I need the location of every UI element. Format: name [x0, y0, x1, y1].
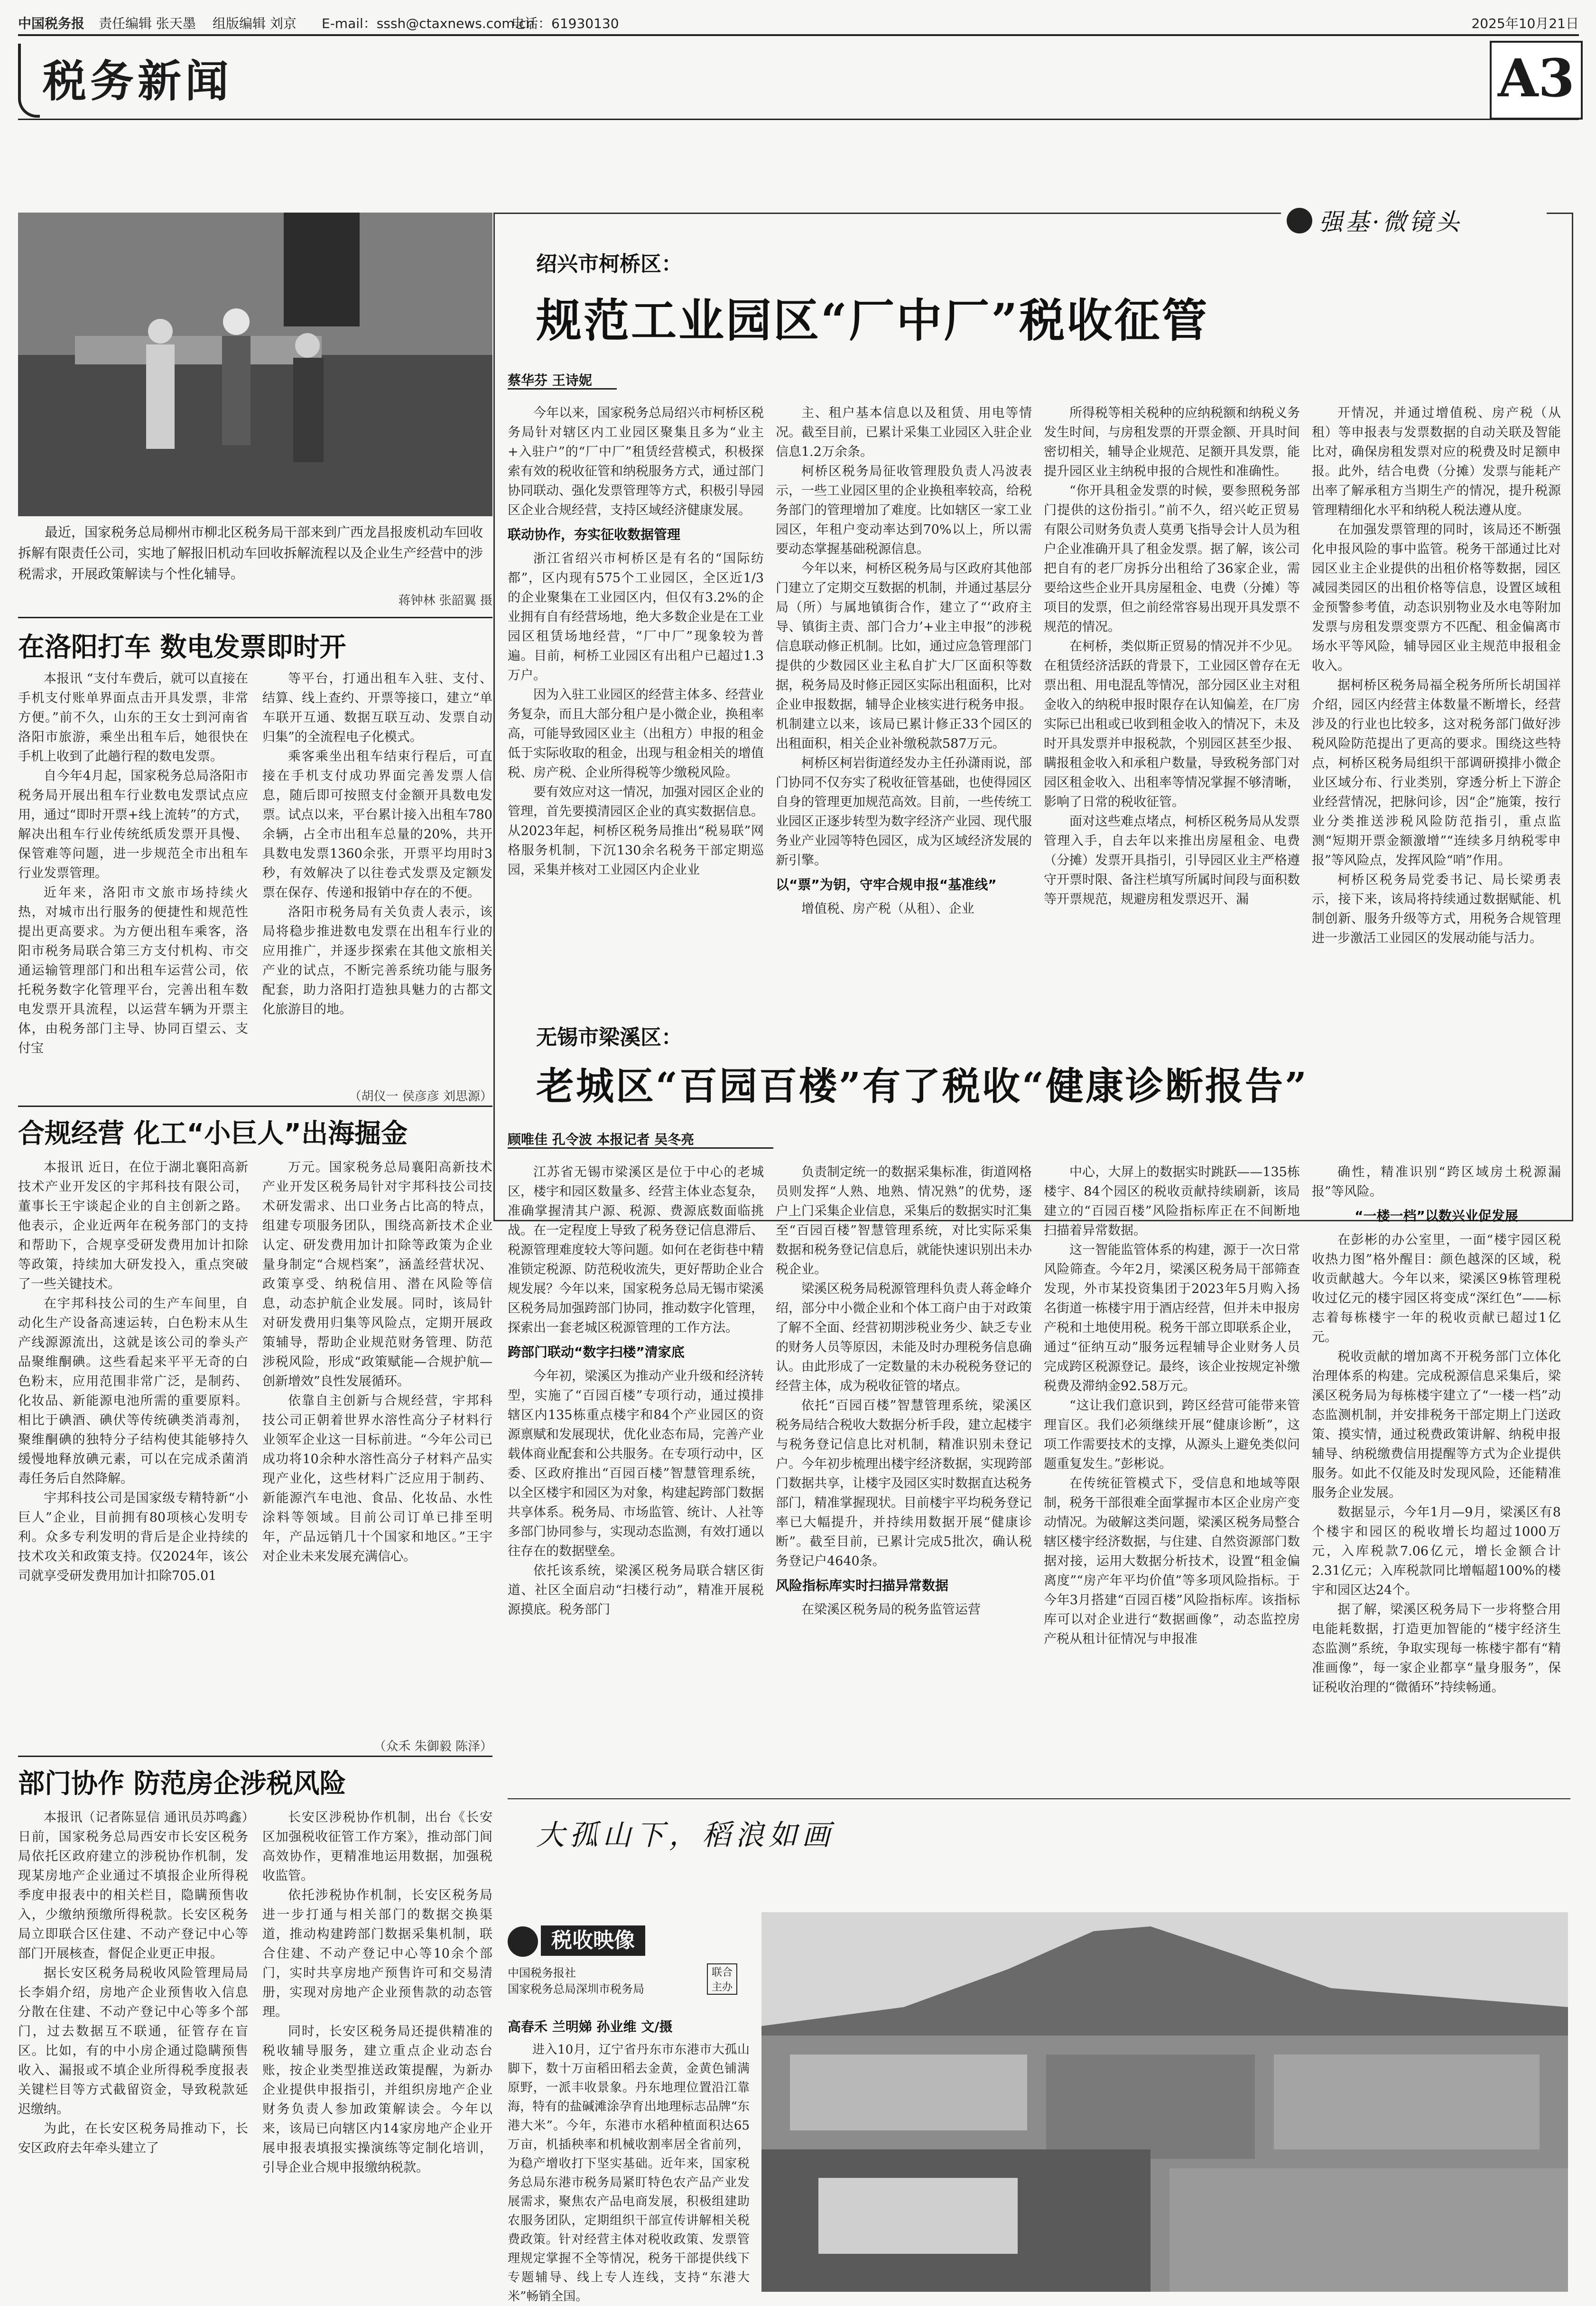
story1-col1: [18, 669, 248, 1058]
page-number: A3: [1490, 41, 1583, 120]
story3-headline: 部门协作 防范房企涉税风险: [18, 1768, 346, 1799]
news-photo: [18, 213, 492, 516]
phone: 电话：61930130: [511, 16, 619, 31]
paragraph: 柯桥区税务局党委书记、局长梁勇表示，接下来，该局将持续通过数据赋能、机制创新、服务升级等方式，用税务合规管理进一步激活工业园区的发展动能与活力。: [1312, 873, 1561, 946]
section-title: 税务新闻: [43, 56, 233, 107]
mountain-illustration: [761, 1912, 1568, 2292]
photo-illustration: [18, 213, 492, 516]
paragraph: 江苏省无锡市梁溪区是位于中心的老城区，楼宇和园区数量多、经营主体业态复杂，准确掌握清其户源、税源、费源底数面临挑战。在一定程度上导致了税务登记信息滞后、税源管理难度较大等问题。如何在老街巷中精准锁定税源、防范税收流失，更好帮助企业合规发展？今年以来，国家税务总局无锡市梁溪区税务局加强跨部门协同，推动数字化管理，探索出一套老城区税源管理的工作方法。: [508, 1165, 764, 1335]
story3-col2: [262, 1808, 492, 2177]
paragraph: 近年来，洛阳市文旅市场持续火热，对城市出行服务的便捷性和规范性提出更高要求。为方便出租车乘客，洛阳市税务局联合第三方支付机构、市交通运输管理部门和出租车运营公司，依托税务数字化管理平台，完善出租车数电发票开具流程，以运营车辆为开票主体，由税务部门主导、协同百望云、支付宝: [18, 885, 248, 1056]
divider: [18, 1106, 492, 1107]
paragraph: 在柯桥，类似斯正贸易的情况并不少见。在租赁经济活跃的背景下，工业园区曾存在无票出租、用电混乱等情况，部分园区业主对租金收入的纳税申报时限存在认知偏差，在厂房实际已出租或已收到租金收入的情况下，未及时开具发票并申报税款，个别园区甚至少报、瞒报租金收入和承租户数量，导致税务部门对园区租金收入、出租率等情况掌握不够清晰，影响了日常的税收征管。: [1044, 639, 1300, 809]
landscape-photo: [761, 1912, 1568, 2292]
story2-col1: [18, 1158, 248, 1586]
divider: [18, 1756, 492, 1757]
feature-a-col2: [776, 403, 1032, 919]
paragraph: 所得税等相关税种的应纳税额和纳税义务发生时间，与房租发票的开票金额、开具时间密切相关，辅导企业规范、足额开具发票，能提升园区业主纳税申报的合规性和准确性。: [1044, 406, 1300, 479]
badge-sub1: 中国税务报社: [508, 1966, 576, 1980]
paragraph: 依托“百园百楼”智慧管理系统，梁溪区税务局结合税收大数据分析手段，建立起楼宇与税务登记信息比对机制，精准识别未登记户。今年初步梳理出楼宇经济数据，实现跨部门数据共享，让楼宇及园区实时数据直达税务部门，精准掌握现状。目前楼宇平均税务登记率已大幅提升，并持续用数据开展“健康诊断”。截至目前，已累计完成5批次，确认税务登记户4640条。: [776, 1398, 1032, 1569]
badge-title: 税收映像: [541, 1925, 645, 1956]
email: E-mail：sssh@ctaxnews.com.cn: [322, 16, 535, 31]
paragraph: 长安区涉税协作机制，出台《长安区加强税收征管工作方案》，推动部门间高效协作，更精准地运用数据，加强税收监管。: [262, 1810, 492, 1883]
paragraph: 乘客乘坐出租车结束行程后，可直接在手机支付成功界面完善发票人信息，随后即可按照支付金额开具数电发票。试点以来，平台累计接入出租车780余辆，占全市出租车总量的20%，共开具数电发票1360余张，开票平均用时3秒，有效解决了以往卷式发票及定额发票在保存、传递和报销中存在的不便。: [262, 749, 492, 900]
photo-credit: 高春禾 兰明娣 孙业维 文/摄: [508, 2019, 673, 2035]
paragraph: “这让我们意识到，跨区经营可能带来管理盲区。我们必须继续开展“健康诊断”，这项工作需要技术的支撑，从源头上避免类似问题重复发生。”彭彬说。: [1044, 1398, 1300, 1471]
paragraph: 本报讯（记者陈显信 通讯员苏鸣鑫）日前，国家税务总局西安市长安区税务局依托区政府建立的涉税协作机制，发现某房地产企业通过不填报企业所得税季度申报表中的相关栏目，隐瞒预售收入，少缴纳预缴所得税款。长安区税务局立即联合区住建、不动产登记中心等部门开展核查，督促企业更正申报。: [18, 1810, 248, 1961]
feature-b-headline: 老城区“百园百楼”有了税收“健康诊断报告”: [536, 1064, 1309, 1108]
story2-author: （众禾 朱御毅 陈泽）: [373, 1739, 492, 1754]
photo-text: [508, 2040, 750, 2306]
feature-b-region: 无锡市梁溪区：: [536, 1025, 682, 1050]
paragraph: 宇邦科技公司是国家级专精特新“小巨人”企业，目前拥有80项核心发明专利。众多专利发明的背后是企业持续的技术攻关和政策支持。仅2024年，该公司就享受研发费用加计扣除705.01: [18, 1491, 248, 1583]
paragraph: 开情况，并通过增值税、房产税（从租）等申报表与发票数据的自动关联及智能比对，确保房租发票对应的税费及时足额申报。此外，结合电费（分摊）发票与能耗产出率了解承租方当期生产的情况，提升税源管理精细化水平和纳税人税法遵从度。: [1312, 406, 1561, 518]
feature-a-headline: 规范工业园区“厂中厂”税收征管: [536, 294, 1209, 347]
paragraph: 今年以来，柯桥区税务局与区政府其他部门建立了定期交互数据的机制，并通过基层分局（所）与属地镇街合作，建立了“‘政府主导、镇街主责、部门合力’+业主申报”的涉税信息联动修正机制。比如，通过应急管理部门提供的少数园区业主私自扩大厂区面积等数据，税务局及时修正园区实际出租面积，比对企业申报数据，辅导企业核实进行税务申报。机制建立以来，该局已累计修正33个园区的出租面积，相关企业补缴税款587万元。: [776, 561, 1032, 751]
editor: 责任编辑 张天墨: [99, 16, 196, 31]
byline-rule: [508, 388, 617, 390]
paragraph: 在加强发票管理的同时，该局还不断强化申报风险的事中监管。税务干部通过比对园区业主企业提供的出租价格等数据，园区减园类园区的出租价格等信息，设置区域租金预警参考值，动态识别物业及水电等附加发票与房租发票变票方不匹配、租金偏离市场水平等风险，辅导园区业主规范申报租金收入。: [1312, 522, 1561, 673]
feature-a-col1: [508, 403, 764, 880]
story1-headline: 在洛阳打车 数电发票即时开: [18, 632, 346, 663]
paragraph: “你开具租金发票的时候，要参照税务部门提供的这份指引。”前不久，绍兴屹正贸易有限公司财务负责人莫勇飞指导会计人员为租户企业准确开具了租金发票。据了解，该公司把自有的老厂房拆分出租给了36家企业，需要给这些企业开具房屋租金、电费（分摊）等项目的发票，但之前经常容易出现开具发票不规范的情况。: [1044, 484, 1300, 634]
feature-b-col2: [776, 1162, 1032, 1619]
paragraph: 中心，大屏上的数据实时跳跃——135栋楼宇、84个园区的税收贡献持续刷新，该局建立的“百园百楼”风险指标库正在不间断地扫描着异常数据。: [1044, 1165, 1300, 1238]
top-rule: [18, 34, 1579, 36]
paragraph: 税收贡献的增加离不开税务部门立体化治理体系的构建。完成税源信息采集后，梁溪区税务局为每栋楼宇建立了“一楼一档”动态监测机制，并安排税务干部定期上门送政策、摸实情，通过税费政策讲解、纳税申报辅导、纳税缴费信用提醒等方式为企业提供服务。如此不仅能及时发现风险，还能精准服务企业发展。: [1312, 1349, 1561, 1500]
section-head: 联动协作，夯实征收数据管理: [508, 527, 681, 542]
paragraph: 柯桥区税务局征收管理股负责人冯波表示，一些工业园区里的企业换租率较高，给税务部门的管理增加了难度。比如辖区一家工业园区，年租户变动率达到70%以上，所以需要动态掌握基础税源信息。: [776, 464, 1032, 557]
paragraph: 万元。国家税务总局襄阳高新技术产业开发区税务局针对宇邦科技公司技术研发需求、出口业务占比高的特点，组建专项服务团队，围绕高新技术企业认定、研发费用加计扣除等政策为企业量身制定“合规档案”，涵盖经营状况、政策享受、纳税信用、潜在风险等信息，动态护航企业发展。同时，该局针对研发费用归集等风险点，定期开展政策辅导，帮助企业规范财务管理、防范涉税风险，形成“政策赋能—合规护航—创新增效”良性发展循环。: [262, 1160, 492, 1389]
paragraph: 依托涉税协作机制，长安区税务局进一步打通与相关部门的数据交换渠道，推动构建跨部门数据采集机制，联合住建、不动产登记中心等10余个部门，实时共享房地产预售许可和交易清册，实现对房地产企业预售款的动态管理。: [262, 1888, 492, 2019]
photo-caption: 最近，国家税务总局柳州市柳北区税务局干部来到广西龙昌报废机动车回收拆解有限责任公司，实地了解报旧机动车回收拆解流程以及企业生产经营中的涉税需求，开展政策解读与个性化辅导。: [18, 524, 483, 582]
story1-author: （胡仪一 侯彦彦 刘思源）: [349, 1089, 492, 1104]
paragraph: 在传统征管模式下，受信息和地域等限制，税务干部很难全面掌握市本区企业房产变动情况。为破解这类问题，梁溪区税务局整合辖区楼宇经济数据，与住建、自然资源部门数据对接，运用大数据分析技术，设置“租金偏离度”“房产年平均价值”等多项风险指标。于今年3月搭建“百园百楼”风险指标库。该指标库可以对企业进行“数据画像”，动态监控房产税从租计征情况与申报准: [1044, 1476, 1300, 1646]
paragraph: 在梁溪区税务局的税务监管运营: [801, 1602, 981, 1617]
paragraph: 在宇邦科技公司的生产车间里，自动化生产设备高速运转，白色粉末从生产线源源流出，这就是该公司的拳头产品聚维酮碘。这些看起来平平无奇的白色粉末，应用范围非常广泛，是制药、化妆品、新能源电池所需的重要原料。相比于碘酒、碘伏等传统碘类消毒剂，聚维酮碘的独特分子结构使其能够持久缓慢地释放碘元素，可以在完成杀菌消毒任务后自然降解。: [18, 1296, 248, 1486]
feature-a-region: 绍兴市柯桥区：: [536, 252, 682, 276]
paragraph: 同时，长安区税务局还提供精准的税收辅导服务，建立重点企业动态台账，按企业类型推送政策提醒，为新办企业提供申报指引，并组织房地产企业财务负责人参加政策解读会。今年以来，该局已向辖区内14家房地产企业开展申报表填报实操演练等定制化培训，引导企业合规申报缴纳税款。: [262, 2024, 492, 2175]
feature-b-col3: [1044, 1162, 1300, 1649]
feature-a-col4: [1312, 403, 1561, 948]
paragraph: 依靠自主创新与合规经营，宇邦科技公司正朝着世界水溶性高分子材料行业领军企业这一目标前进。“今年公司已成功将10余种水溶性高分子材料产品实现产业化，这些材料广泛应用于制药、新能源汽车电池、食品、化妆品、水性涂料等领域。目前公司订单已排至明年，产品远销几十个国家和地区。”王宇对企业未来发展充满信心。: [262, 1394, 492, 1564]
paragraph: 因为入驻工业园区的经营主体多、经营业务复杂，而且大部分租户是小微企业，换租率高，可能导致园区业主（出租方）申报的租金低于实际收取的租金，出现与租金相关的增值税、房产税、企业所得税等少缴税风险。: [508, 688, 764, 780]
section-head: 风险指标库实时扫描异常数据: [776, 1578, 949, 1593]
layout-editor: 组版编辑 刘京: [213, 16, 297, 31]
feature-b-byline: 顾唯佳 孔令波 本报记者 吴冬亮: [508, 1132, 695, 1147]
date: 2025年10月21日: [1471, 16, 1579, 31]
photo-credit: 蒋钟林 张韶翼 摄: [398, 594, 492, 608]
photo-banner: 大孤山下，稻浪如画: [536, 1819, 835, 1852]
story1-col2: [262, 669, 492, 1019]
paragraph: 据了解，梁溪区税务局下一步将整合用电能耗数据，打造更加智能的“楼宇经济生态监测”系统，争取实现每一栋楼宇都有“精准画像”，每一家企业都享“量身服务”，保证税收治理的“微循环”持续畅通。: [1312, 1602, 1561, 1695]
divider: [508, 1798, 1570, 1799]
top-bar: [18, 7, 1579, 34]
paragraph: 面对这些难点堵点，柯桥区税务局从发票管理入手，自去年以来推出房屋租金、电费（分摊）发票开具指引，引导园区业主严格遵守开票时限、备注栏填写所属时间段与面积数等开票规范，规避房租发票迟开、漏: [1044, 814, 1300, 907]
badge-block: [508, 1922, 745, 2002]
section-head: 跨部门联动“数字扫楼”清家底: [508, 1344, 685, 1360]
paragraph: 柯桥区柯岩街道经发办主任孙潇雨说，部门协同不仅夯实了税收征管基础，也使得园区自身的管理更加规范高效。目前，一些传统工业园区正逐步转型为数字经济产业园、现代服务业产业园等特色园区，成为区域经济发展的新引擎。: [776, 756, 1032, 868]
paragraph: 要有效应对这一情况，加强对园区企业的管理，首先要摸清园区企业的真实数据信息。从2023年起，柯桥区税务局推出“税易联”网格服务机制，下沉130余名税务干部定期巡园，采集并核对工业园区内企业业: [508, 785, 764, 877]
paragraph: 本报讯 近日，在位于湖北襄阳高新技术产业开发区的宇邦科技有限公司，董事长王宇谈起企业的自主创新之路。他表示，企业近两年在税务部门的支持和帮助下，合规享受研发费用加计扣除等政策，持续加大研发投入，重点突破了一些关键技术。: [18, 1160, 248, 1292]
column-logo-icon: [1287, 208, 1312, 233]
paragraph: 今年以来，国家税务总局绍兴市柯桥区税务局针对辖区内工业园区聚集且多为“业主+入驻户”的“厂中厂”租赁经营模式，积极探索有效的税收征管和纳税服务方式，通过部门协同联动、强化发票管理等方式，积极引导园区企业合规经营，支持区域经济健康发展。: [508, 406, 764, 518]
paragraph: 在彭彬的办公室里，一面“楼宇园区税收热力图”格外醒目：颜色越深的区域，税收贡献越大。今年以来，梁溪区9栋管理税收过亿元的楼宇园区将变成“深红色”——标志着每栋楼宇一年的税收贡献已超过1亿元。: [1312, 1233, 1561, 1345]
divider: [18, 617, 492, 618]
paragraph: 为此，在长安区税务局推动下，长安区政府去年牵头建立了: [18, 2121, 248, 2156]
camera-icon: [508, 1926, 538, 1957]
paragraph: 据柯桥区税务局福全税务所所长胡国祥介绍，园区内经营主体数量不断增长，经营涉及的行业也比较多，这对税务部门做好涉税风险防范提出了更高的要求。围绕这些特点，柯桥区税务局组织干部调研摸排小微企业区域分布、行业类别，穿透分析上下游企业经营情况，把脉问诊，因“企”施策，按行业分类推送涉税风险防范指引，重点监测“短期开票金额激增”“连续多月纳税零申报”等风险点，发挥风险“哨”作用。: [1312, 678, 1561, 868]
paragraph: 自今年4月起，国家税务总局洛阳市税务局开展出租车行业数电发票试点应用，通过“即时开票+线上流转”的方式，解决出租车行业传统纸质发票开具慢、保管难等问题，进一步规范全市出租车行业发票管理。: [18, 769, 248, 881]
paragraph: 这一智能监管体系的构建，源于一次日常风险筛查。今年2月，梁溪区税务局干部筛查发现，外市某投资集团于2023年5月购入扬名街道一栋楼宇用于酒店经营，但并未申报房产税和土地使用税。税务干部立即联系企业，通过“征纳互动”服务远程辅导企业财务人员完成跨区税源登记。最终，该企业按规定补缴税费及滞纳金92.58万元。: [1044, 1243, 1300, 1394]
paragraph: 洛阳市税务局有关负责人表示，该局将稳步推进数电发票在出租车行业的应用推广，并逐步探索在其他文旅相关产业的试点，不断完善系统功能与服务配套，助力洛阳打造独具魅力的古都文化旅游目的地。: [262, 905, 492, 1017]
feature-b-col4: [1312, 1162, 1561, 1697]
byline-rule: [508, 1147, 773, 1149]
badge-sub3: 联合主办: [707, 1963, 737, 1995]
paragraph: 今年初，梁溪区为推动产业升级和经济转型，实施了“百园百楼”专项行动，通过摸排辖区内135栋重点楼宇和84个产业园区的资源禀赋和发展现状，优化业态布局，完善产业载体商业配套和公共服务。在专项行动中，区委、区政府推出“百园百楼”智慧管理系统，以全区楼宇和园区为对象，构建起跨部门数据共享体系。税务局、市场监管、统计、人社等多部门协同参与，实现动态监测，有效打通以往存在的数据壁垒。: [508, 1369, 764, 1559]
paragraph: 本报讯 “支付车费后，就可以直接在手机支付账单界面点击开具发票，非常方便。”前不久，山东的王女士到河南省洛阳市旅游，乘坐出租车后，她很快在手机上收到了此趟行程的数电发票。: [18, 671, 248, 764]
paragraph: 梁溪区税务局税源管理科负责人蒋金峰介绍，部分中小微企业和个体工商户由于对政策了解不全面、经营初期涉税业务少、缺乏专业的财务人员等原因，未能及时办理税务信息确认。由此形成了一定数量的未办税税务登记的经营主体，成为税收征管的堵点。: [776, 1282, 1032, 1394]
paragraph: 进入10月，辽宁省丹东市东港市大孤山脚下，数十万亩稻田稻去金黄，金黄色铺满原野，一派丰收景象。丹东地理位置沿江靠海，特有的盐碱滩涂孕育出地理标志品牌“东港大米”。今年，东港市水稻种植面积达65万亩，机插秧率和机械收割率居全省前列，为稳产增收打下坚实基础。近年来，国家税务总局东港市税务局紧盯特色农产品产业发展需求，聚焦农产品电商发展，积极组建助农服务团队，定期组织干部宣传讲解相关税费政策。针对经营主体对税收政策、发票管理规定掌握不全等情况，税务干部提供线下专题辅导、线上专人连线，支持“东港大米”畅销全国。: [508, 2043, 750, 2304]
column-name: 强基·微镜头: [1319, 208, 1462, 236]
story2-headline: 合规经营 化工“小巨人”出海掘金: [18, 1118, 408, 1149]
paper-name: 中国税务报: [18, 16, 85, 31]
feature-b-col1: [508, 1162, 764, 1619]
paragraph: 负责制定统一的数据采集标准，街道网格员则发挥“人熟、地熟、情况熟”的优势，逐户上门采集企业信息，采集后的数据实时汇集至“百园百楼”智慧管理系统，对比实际采集数据和税务登记信息后，就能快速识别出未办税企业。: [776, 1165, 1032, 1277]
paragraph: 增值税、房产税（从租）、企业: [801, 902, 974, 916]
story2-col2: [262, 1158, 492, 1566]
section-head: “一楼一档”以数兴业促发展: [1355, 1208, 1518, 1224]
paragraph: 数据显示，今年1月—9月，梁溪区有8个楼宇和园区的税收增长均超过1000万元，入库税款7.06亿元，增长金额合计2.31亿元；入库税款同比增幅超100%的楼宇和园区达24个。: [1312, 1505, 1561, 1598]
paragraph: 确性，精准识别“跨区域房土税源漏报”等风险。: [1312, 1165, 1561, 1199]
paragraph: 据长安区税务局税收风险管理局局长李娟介绍，房地产企业预售收入信息分散在住建、不动产登记中心等多个部门，过去数据互不联通，征管存在盲区。比如，有的中小房企通过隐瞒预售收入、漏报或不填企业所得税季度报表关键栏目等方式截留资金，导致税款延迟缴纳。: [18, 1966, 248, 2117]
story3-col1: [18, 1808, 248, 2158]
paragraph: 浙江省绍兴市柯桥区是有名的“国际纺都”，区内现有575个工业园区，全区近1/3的企业聚集在工业园区内，但仅有3.2%的企业拥有自有经营场地，绝大多数企业是在工业园区租赁场地经营，“厂中厂”现象较为普遍。目前，柯桥工业园区有出租户已超过1.3万户。: [508, 551, 764, 683]
paragraph: 依托该系统，梁溪区税务局联合辖区街道、社区全面启动“扫楼行动”，精准开展税源摸底。税务部门: [508, 1563, 764, 1617]
paragraph: 等平台，打通出租车入驻、支付、结算、线上查约、开票等接口，建立“单车联开互通、数据互联互动、发票自动归集”的全流程电子化模式。: [262, 671, 492, 744]
feature-a-col3: [1044, 403, 1300, 909]
feature-a-byline: 蔡华芬 王诗妮: [508, 372, 592, 388]
header-bracket: [18, 44, 40, 118]
section-head: 以“票”为钥，守牢合规申报“基准线”: [776, 877, 997, 893]
badge-sub2: 国家税务总局深圳市税务局: [508, 1982, 644, 1996]
paragraph: 主、租户基本信息以及租赁、用电等情况。截至目前，已累计采集工业园区入驻企业信息1.2万余条。: [776, 406, 1032, 459]
header-rule: [18, 119, 1579, 120]
